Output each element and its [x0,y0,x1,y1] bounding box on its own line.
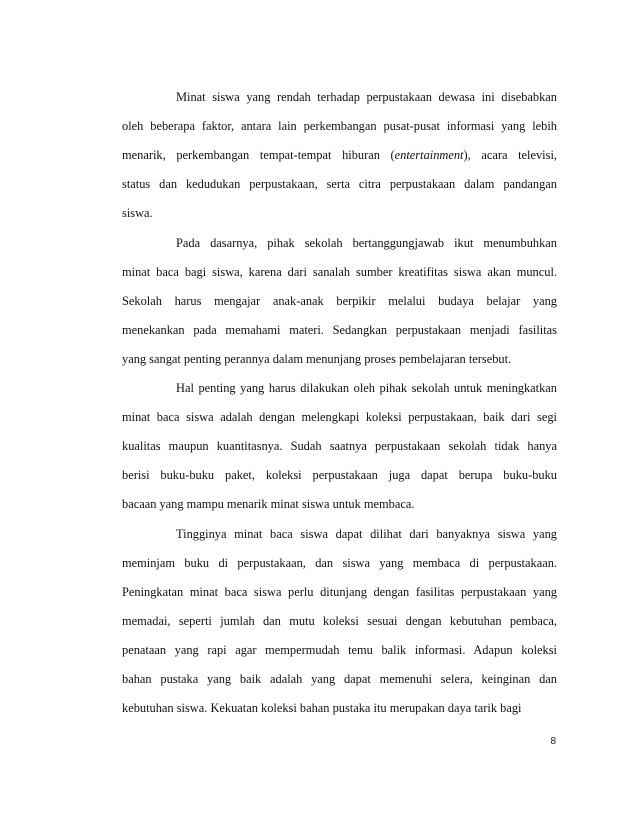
text-line: minat baca siswa adalah dengan melengkapi koleksi perpustakaan, baik dari segi [122,410,557,425]
text-line: bacaan yang mampu menarik minat siswa untuk membaca. [122,497,415,512]
text-line: memadai, seperti jumlah dan mutu koleksi sesuai dengan kebutuhan pembaca, [122,613,557,628]
text-line: Sekolah harus mengajar anak-anak berpikir melalui budaya belajar yang [122,293,557,308]
text-line: menarik, perkembangan tempat-tempat hiburan (entertainment), acara televisi, [122,148,557,163]
text-line: bahan pustaka yang baik adalah yang dapat memenuhi selera, keinginan dan [122,672,557,686]
text-line: kualitas maupun kuantitasnya. Sudah saatnya perpustakaan sekolah tidak hanya [122,439,557,454]
text-line: oleh beberapa faktor, antara lain perkembangan pusat-pusat informasi yang lebih [122,119,557,134]
text-line: Minat siswa yang rendah terhadap perpustakaan dewasa ini disebabkan [176,90,557,104]
text-line: kebutuhan siswa. Kekuatan koleksi bahan pustaka itu merupakan daya tarik bagi [122,701,522,716]
text-line: siswa. [122,206,153,221]
text-line: meminjam buku di perpustakaan, dan siswa yang membaca di perpustakaan. [122,555,557,570]
text-line: yang sangat penting perannya dalam menunjang proses pembelajaran tersebut. [122,351,512,366]
text-line: berisi buku-buku paket, koleksi perpustakaan juga dapat berupa buku-buku [122,468,557,483]
text-line: Tingginya minat baca siswa dapat dilihat dari banyaknya siswa yang [176,526,557,541]
text-line: menekankan pada memahami materi. Sedangkan perpustakaan menjadi fasilitas [122,322,557,337]
page-number: 8 [550,736,556,747]
text-line: Pada dasarnya, pihak sekolah bertanggungjawab ikut menumbuhkan [176,235,557,250]
text-line: Hal penting yang harus dilakukan oleh pihak sekolah untuk meningkatkan [176,381,557,395]
text-line: minat baca bagi siswa, karena dari sanalah sumber kreatifitas siswa akan muncul. [122,264,557,279]
text-line: status dan kedudukan perpustakaan, serta citra perpustakaan dalam pandangan [122,177,557,192]
text-line: penataan yang rapi agar mempermudah temu balik informasi. Adapun koleksi [122,642,557,657]
text-line: Peningkatan minat baca siswa perlu ditunjang dengan fasilitas perpustakaan yang [122,584,557,599]
